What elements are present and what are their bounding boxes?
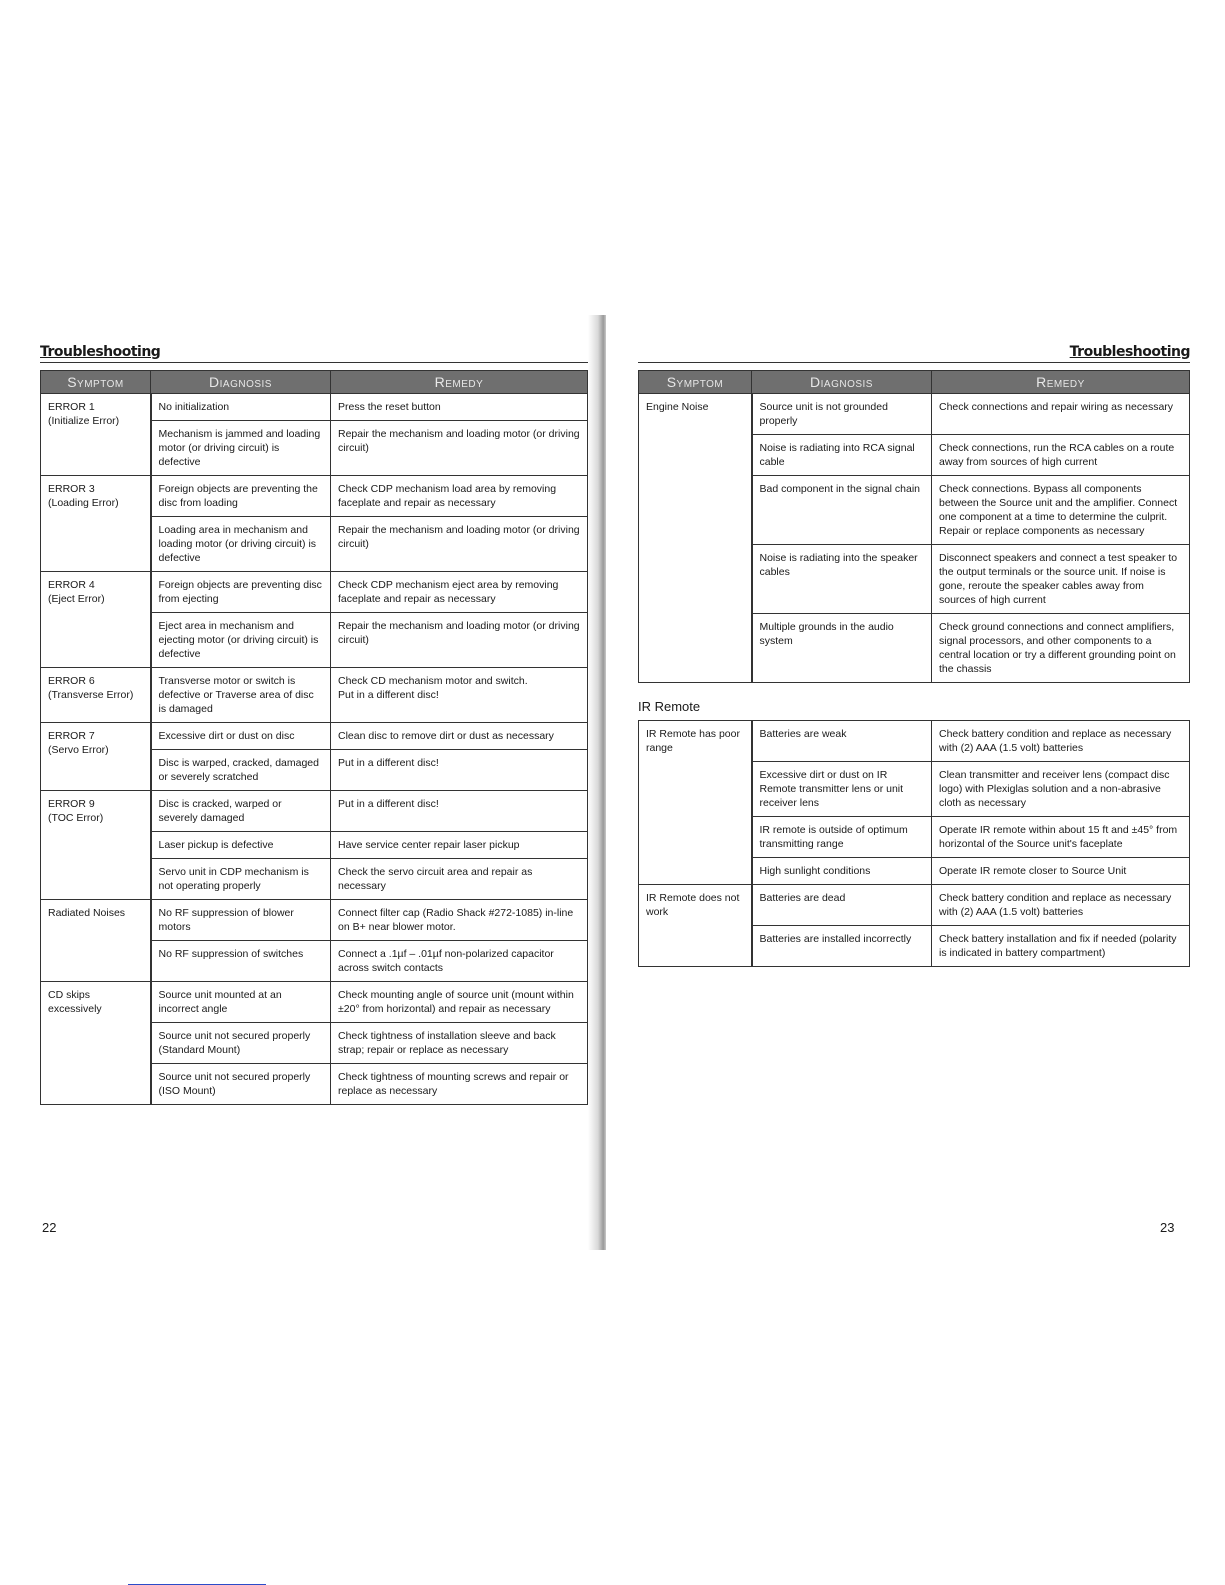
remedy-column-header: Remedy	[932, 371, 1190, 394]
table-row	[639, 394, 1190, 435]
diagnosis-cell: Eject area in mechanism and ejecting motor (or driving circuit) is defective	[151, 613, 331, 668]
remedy-cell: Repair the mechanism and loading motor (or driving circuit)	[331, 613, 588, 668]
diagnosis-cell: Mechanism is jammed and loading motor (or driving circuit) is defective	[151, 421, 331, 476]
diagnosis-cell: Source unit is not grounded properly	[752, 394, 932, 435]
right-table-body	[639, 394, 1190, 683]
diagnosis-cell: IR remote is outside of optimum transmitting range	[752, 817, 932, 858]
diagnosis-column-header: Diagnosis	[151, 371, 331, 394]
diagnosis-cell: No initialization	[151, 394, 331, 421]
table-row	[41, 791, 588, 832]
remedy-cell: Check battery condition and replace as necessary with (2) AAA (1.5 volt) batteries	[932, 885, 1190, 926]
remedy-column-header: Remedy	[331, 371, 588, 394]
remedy-cell: Operate IR remote closer to Source Unit	[932, 858, 1190, 885]
remedy-cell: Press the reset button	[331, 394, 588, 421]
diagnosis-cell: Batteries are installed incorrectly	[752, 926, 932, 967]
diagnosis-cell: Source unit not secured properly (ISO Mount)	[151, 1064, 331, 1105]
right-page	[638, 340, 1190, 967]
page-number-right: 23	[1160, 1220, 1175, 1235]
symptom-cell: ERROR 3 (Loading Error)	[41, 476, 151, 572]
diagnosis-cell: Excessive dirt or dust on IR Remote transmitter lens or unit receiver lens	[752, 762, 932, 817]
remedy-cell: Disconnect speakers and connect a test speaker to the output terminals or the source unit. If noise is gone, reroute the speaker cables away from sources of high current	[932, 545, 1190, 614]
remedy-cell: Operate IR remote within about 15 ft and ±45° from horizontal of the Source unit's faceplate	[932, 817, 1190, 858]
table-header-row	[639, 371, 1190, 394]
symptom-cell: IR Remote has poor range	[639, 721, 752, 885]
diagnosis-cell: Servo unit in CDP mechanism is not operating properly	[151, 859, 331, 900]
remedy-cell: Clean transmitter and receiver lens (compact disc logo) with Plexiglas solution and a non-abrasive cloth as necessary	[932, 762, 1190, 817]
remedy-cell: Check connections and repair wiring as necessary	[932, 394, 1190, 435]
ir-remote-section-title: IR Remote	[638, 699, 701, 714]
symptom-column-header: Symptom	[639, 371, 752, 394]
diagnosis-cell: Bad component in the signal chain	[752, 476, 932, 545]
diagnosis-cell: Excessive dirt or dust on disc	[151, 723, 331, 750]
remedy-cell: Check battery condition and replace as necessary with (2) AAA (1.5 volt) batteries	[932, 721, 1190, 762]
diagnosis-cell: Noise is radiating into the speaker cables	[752, 545, 932, 614]
remedy-cell: Check the servo circuit area and repair as necessary	[331, 859, 588, 900]
table-row	[41, 572, 588, 613]
page-number-left: 22	[42, 1220, 57, 1235]
remedy-cell: Check mounting angle of source unit (mount within ±20° from horizontal) and repair as necessary	[331, 982, 588, 1023]
remedy-cell: Check CDP mechanism eject area by removing faceplate and repair as necessary	[331, 572, 588, 613]
left-table-body	[41, 394, 588, 1105]
diagnosis-cell: Batteries are dead	[752, 885, 932, 926]
table-row	[41, 982, 588, 1023]
table-row	[639, 885, 1190, 926]
symptom-cell: ERROR 4 (Eject Error)	[41, 572, 151, 668]
symptom-cell: CD skips excessively	[41, 982, 151, 1105]
diagnosis-cell: No RF suppression of switches	[151, 941, 331, 982]
right-page-title: Troubleshooting	[1069, 344, 1190, 360]
remedy-cell: Connect a .1µf – .01µf non-polarized capacitor across switch contacts	[331, 941, 588, 982]
ir-table-body	[639, 721, 1190, 967]
remedy-cell: Check CD mechanism motor and switch. Put in a different disc!	[331, 668, 588, 723]
table-row	[41, 723, 588, 750]
symptom-cell: ERROR 7 (Servo Error)	[41, 723, 151, 791]
remedy-cell: Clean disc to remove dirt or dust as necessary	[331, 723, 588, 750]
remedy-cell: Check ground connections and connect amplifiers, signal processors, and other components to a central location or try a different grounding point on the chassis	[932, 614, 1190, 683]
remedy-cell: Check tightness of mounting screws and repair or replace as necessary	[331, 1064, 588, 1105]
remedy-cell: Connect filter cap (Radio Shack #272-1085) in-line on B+ near blower motor.	[331, 900, 588, 941]
remedy-cell: Check battery installation and fix if needed (polarity is indicated in battery compartment)	[932, 926, 1190, 967]
table-row	[41, 476, 588, 517]
diagnosis-column-header: Diagnosis	[752, 371, 932, 394]
left-page	[40, 340, 588, 1105]
left-page-title: Troubleshooting	[40, 344, 161, 360]
diagnosis-cell: Noise is radiating into RCA signal cable	[752, 435, 932, 476]
remedy-cell: Repair the mechanism and loading motor (or driving circuit)	[331, 517, 588, 572]
diagnosis-cell: No RF suppression of blower motors	[151, 900, 331, 941]
remedy-cell: Check tightness of installation sleeve and back strap; repair or replace as necessary	[331, 1023, 588, 1064]
diagnosis-cell: Foreign objects are preventing disc from ejecting	[151, 572, 331, 613]
diagnosis-cell: Disc is cracked, warped or severely damaged	[151, 791, 331, 832]
symptom-cell: ERROR 1 (Initialize Error)	[41, 394, 151, 476]
remedy-cell: Repair the mechanism and loading motor (or driving circuit)	[331, 421, 588, 476]
remedy-cell: Put in a different disc!	[331, 791, 588, 832]
diagnosis-cell: Multiple grounds in the audio system	[752, 614, 932, 683]
right-troubleshooting-table	[638, 370, 1190, 683]
book-gutter-shadow	[588, 315, 606, 1250]
diagnosis-cell: Foreign objects are preventing the disc from loading	[151, 476, 331, 517]
right-page-header	[638, 340, 1190, 363]
table-row	[41, 668, 588, 723]
remedy-cell: Check connections. Bypass all components between the Source unit and the amplifier. Connect one component at a time to determine the culprit. Repair or replace components as necessary	[932, 476, 1190, 545]
left-page-header	[40, 340, 588, 363]
diagnosis-cell: Source unit mounted at an incorrect angle	[151, 982, 331, 1023]
diagnosis-cell: Source unit not secured properly (Standard Mount)	[151, 1023, 331, 1064]
diagnosis-cell: Batteries are weak	[752, 721, 932, 762]
diagnosis-cell: Laser pickup is defective	[151, 832, 331, 859]
diagnosis-cell: Transverse motor or switch is defective or Traverse area of disc is damaged	[151, 668, 331, 723]
symptom-cell: ERROR 9 (TOC Error)	[41, 791, 151, 900]
remedy-cell: Have service center repair laser pickup	[331, 832, 588, 859]
symptom-cell: ERROR 6 (Transverse Error)	[41, 668, 151, 723]
remedy-cell: Check connections, run the RCA cables on a route away from sources of high current	[932, 435, 1190, 476]
table-row	[639, 721, 1190, 762]
remedy-cell: Check CDP mechanism load area by removing faceplate and repair as necessary	[331, 476, 588, 517]
remedy-cell: Put in a different disc!	[331, 750, 588, 791]
symptom-cell: IR Remote does not work	[639, 885, 752, 967]
table-row	[41, 394, 588, 421]
symptom-column-header: Symptom	[41, 371, 151, 394]
table-row	[41, 900, 588, 941]
left-troubleshooting-table	[40, 370, 588, 1105]
ir-remote-table	[638, 720, 1190, 967]
diagnosis-cell: Disc is warped, cracked, damaged or severely scratched	[151, 750, 331, 791]
symptom-cell: Radiated Noises	[41, 900, 151, 982]
table-header-row	[41, 371, 588, 394]
diagnosis-cell: Loading area in mechanism and loading motor (or driving circuit) is defective	[151, 517, 331, 572]
diagnosis-cell: High sunlight conditions	[752, 858, 932, 885]
symptom-cell: Engine Noise	[639, 394, 752, 683]
